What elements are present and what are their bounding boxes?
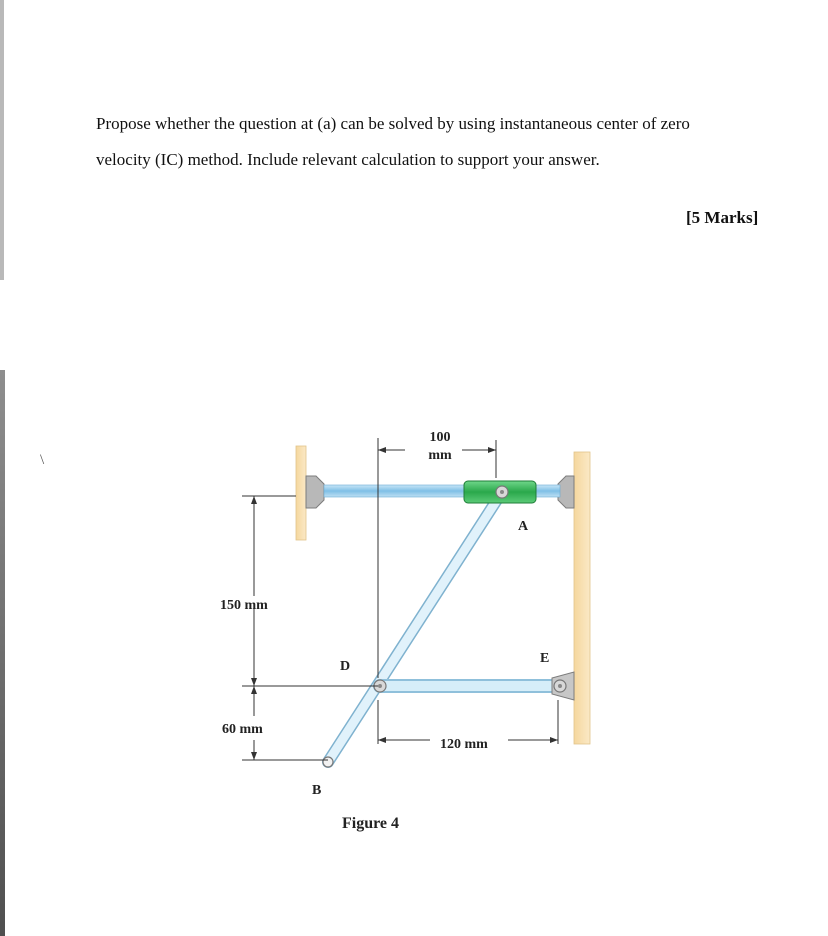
dim-100-value: 100	[429, 430, 451, 445]
left-page-edge-upper	[0, 0, 4, 280]
left-page-edge-lower	[0, 370, 5, 936]
dim-150mm-label: 150 mm	[220, 598, 268, 613]
label-b: B	[312, 783, 322, 798]
left-rod-bracket	[306, 476, 324, 508]
link-ab	[328, 492, 502, 762]
question-text	[96, 106, 796, 178]
marks-label: [5 Marks]	[686, 208, 759, 227]
label-d: D	[340, 659, 351, 674]
label-e: E	[540, 651, 550, 666]
question-line-1: Propose whether the question at (a) can be solved by using instantaneous center of zero	[96, 114, 690, 133]
label-a: A	[518, 519, 529, 534]
pin-b	[323, 757, 333, 767]
mechanism-figure	[200, 410, 620, 850]
figure-caption: Figure 4	[342, 815, 400, 832]
question-line-2: velocity (IC) method. Include relevant calculation to support your answer.	[96, 150, 600, 169]
right-rod-bracket	[558, 476, 574, 508]
left-wall	[296, 446, 306, 540]
dim-120mm-label: 120 mm	[440, 737, 488, 752]
stray-mark: \	[40, 452, 45, 468]
dim-100-unit: mm	[428, 448, 452, 463]
right-wall	[574, 452, 590, 744]
dim-60mm-label: 60 mm	[222, 722, 263, 737]
